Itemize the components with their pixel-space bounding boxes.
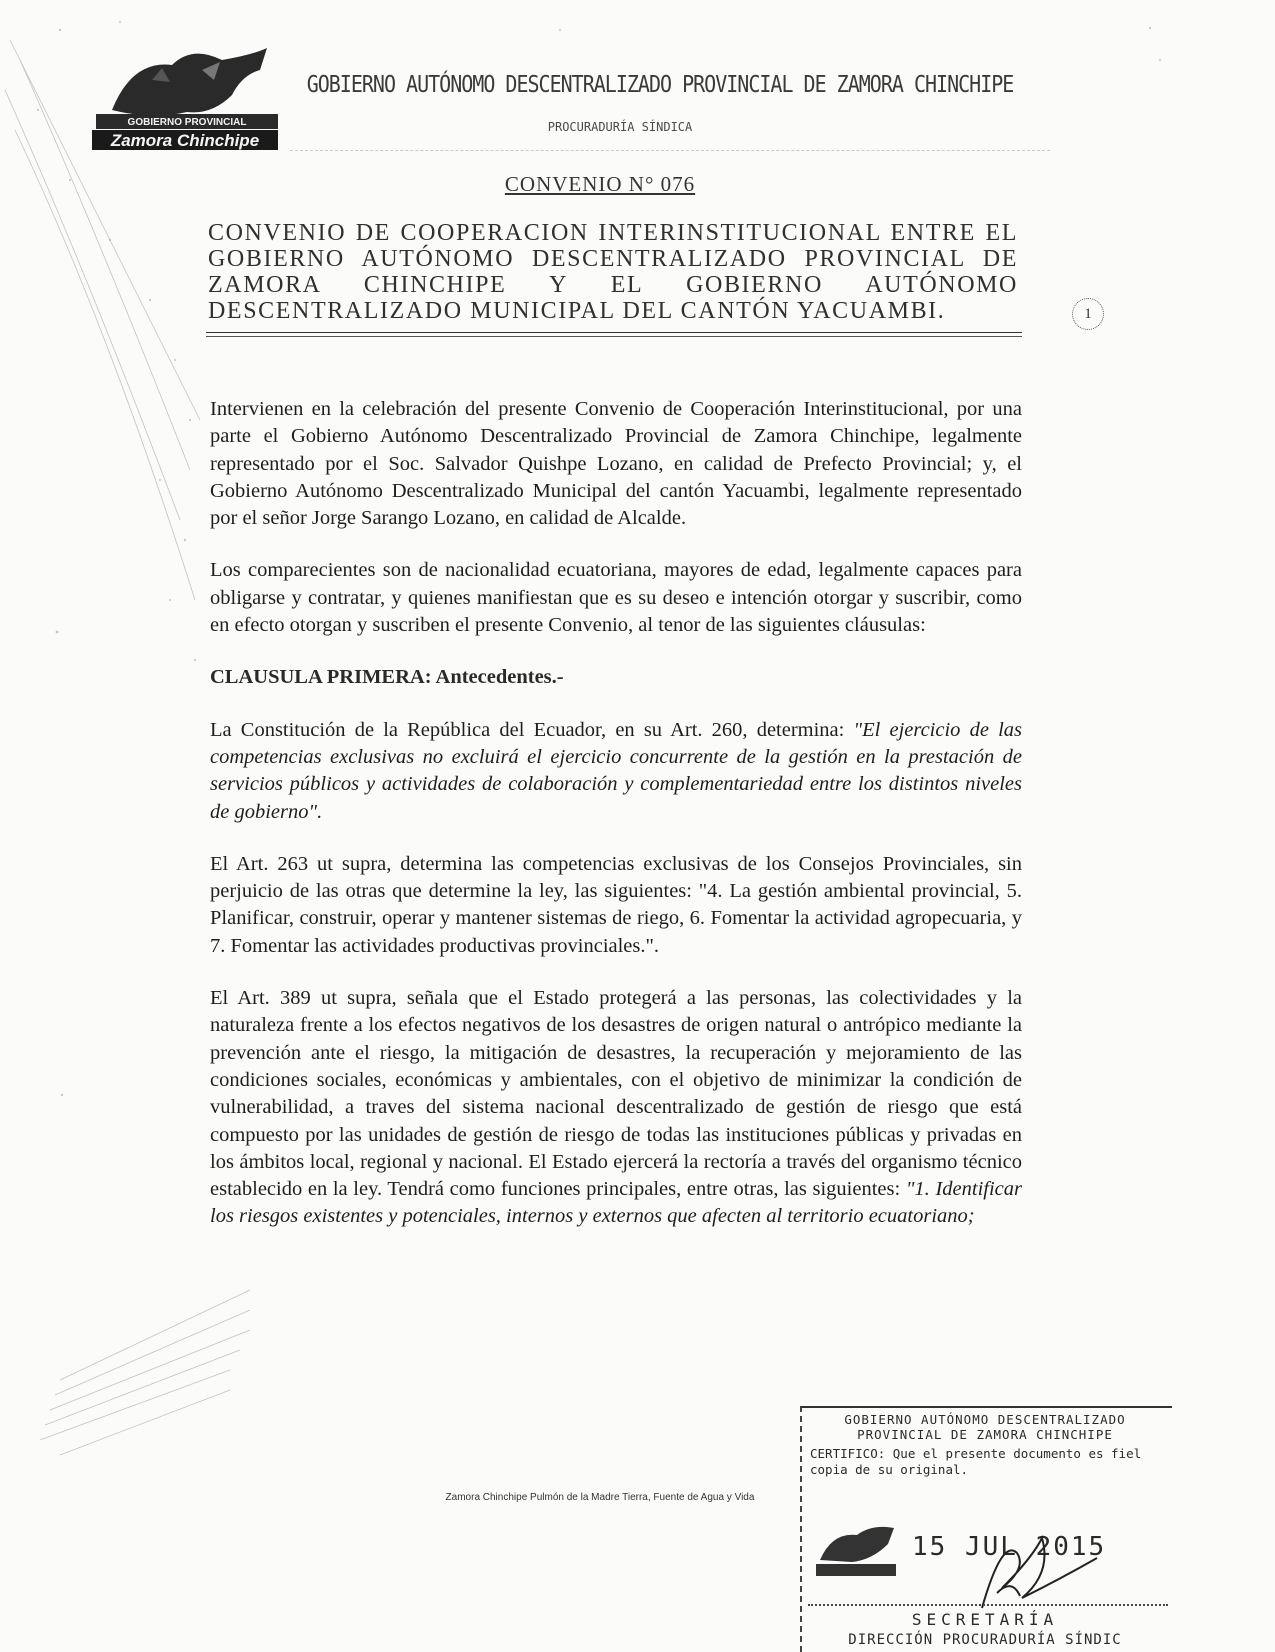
department-name: PROCURADURÍA SÍNDICA: [547, 120, 693, 134]
clause-heading: CLAUSULA PRIMERA: Antecedentes.-: [210, 666, 564, 689]
logo-text-main: Zamora Chinchipe: [110, 131, 260, 150]
stamp-direccion: DIRECCIÓN PROCURADURÍA SÍNDIC: [848, 1632, 1122, 1648]
stamp-line-2: PROVINCIAL DE ZAMORA CHINCHIPE: [857, 1427, 1113, 1442]
logo-text-top: GOBIERNO PROVINCIAL: [127, 117, 247, 128]
certification-stamp: [800, 1406, 1172, 1652]
provincial-logo: [92, 40, 282, 152]
document-body: [210, 396, 1022, 1256]
paragraph-parties: Intervienen en la celebración del presente Convenio de Cooperación Interinstitucional, por una parte el Gobierno Autónomo Descentralizado Provincial de Zamora Chinchipe, legalmente representado por el Soc. Salvador Quishpe Lozano, en calidad de Prefecto Provincial; y, el Gobierno Autónomo Descentralizado Municipal del cantón Yacuambi, legalmente representado por el señor Jorge Sarango Lozano, en calidad de Alcalde.: [210, 398, 1022, 530]
art-260-intro: La Constitución de la República del Ecuador, en su Art. 260, determina:: [210, 718, 854, 741]
page-number: 1: [1072, 298, 1104, 330]
art-389-quote: "1. Identificar los riesgos existentes y potenciales, internos y externos que afecten al territorio ecuatoriano;: [210, 1178, 1022, 1228]
art-389-intro: El Art. 389 ut supra, señala que el Estado protegerá a las personas, las colectividades y la naturaleza frente a los efectos negativos de los desastres de origen natural o antrópico mediante la prevención ante el riesgo, la mitigación de desastres, la recuperación y mejoramiento de las condiciones sociales, económicas y ambientales, con el objetivo de minimizar la condición de vulnerabilidad, a traves del sistema nacional descentralizado de gestión de riesgo que está compuesto por las unidades de gestión de riesgo de todas las instituciones públicas y privadas en los ámbitos local, regional y nacional. El Estado ejercerá la rectoría a través del organismo técnico establecido en la ley. Tendrá como funciones principales, entre otras, las siguientes:: [210, 987, 1022, 1201]
stamp-header: [810, 1412, 1160, 1442]
stamp-secretaria: SECRETARÍA: [911, 1610, 1059, 1629]
document-title: CONVENIO DE COOPERACION INTERINSTITUCIONAL ENTRE EL GOBIERNO AUTÓNOMO DESCENTRALIZADO PROVINCIAL DE ZAMORA CHINCHIPE Y EL GOBIERNO AUTÓNOMO DESCENTRALIZADO MUNICIPAL DEL CANTÓN YACUAMBI.: [208, 220, 1018, 324]
paragraph-art-263: El Art. 263 ut supra, determina las competencias exclusivas de los Consejos Provinciales, sin perjuicio de las otras que determine la ley, las siguientes: "4. La gestión ambiental provincial, 5. Planificar, construir, operar y mantener sistemas de riego, 6. Fomentar la actividad agropecuaria, y 7. Fomentar las actividades productivas provinciales.".: [210, 852, 1022, 957]
convenio-number: CONVENIO N° 076: [504, 172, 696, 196]
stamp-logo: [812, 1520, 902, 1580]
paragraph-parties-capacity: Los comparecientes son de nacionalidad ecuatoriana, mayores de edad, legalmente capaces para obligarse y contratar, y quienes manifiestan que es su deseo e intención otorgar y suscribir, como en efecto otorgan y suscriben el presente Convenio, al tenor de las siguientes cláusulas:: [210, 559, 1022, 637]
stamp-line-1: GOBIERNO AUTÓNOMO DESCENTRALIZADO: [844, 1412, 1126, 1427]
stamp-signature-line: [808, 1604, 1168, 1606]
paragraph-art-260: [210, 717, 1022, 826]
footer-motto: Zamora Chinchipe Pulmón de la Madre Tierra, Fuente de Agua y Vida: [445, 1492, 755, 1503]
stamp-certifico: CERTIFICO: Que el presente documento es fiel copia de su original.: [810, 1446, 1142, 1477]
stamp-date: 15 JUL 2015: [912, 1532, 1107, 1562]
institution-name: GOBIERNO AUTÓNOMO DESCENTRALIZADO PROVINCIAL DE ZAMORA CHINCHIPE: [306, 70, 1014, 98]
paragraph-art-389: [210, 985, 1022, 1231]
title-underline-second: [206, 336, 1022, 337]
art-260-quote: "El ejercicio de las competencias exclusivas no excluirá el ejercicio concurrente de la gestión en la prestación de servicios públicos y actividades de colaboración y complementariedad entre los distintos niveles de gobierno".: [210, 718, 1022, 823]
title-underline: [206, 332, 1022, 333]
header-divider: [290, 150, 1050, 151]
